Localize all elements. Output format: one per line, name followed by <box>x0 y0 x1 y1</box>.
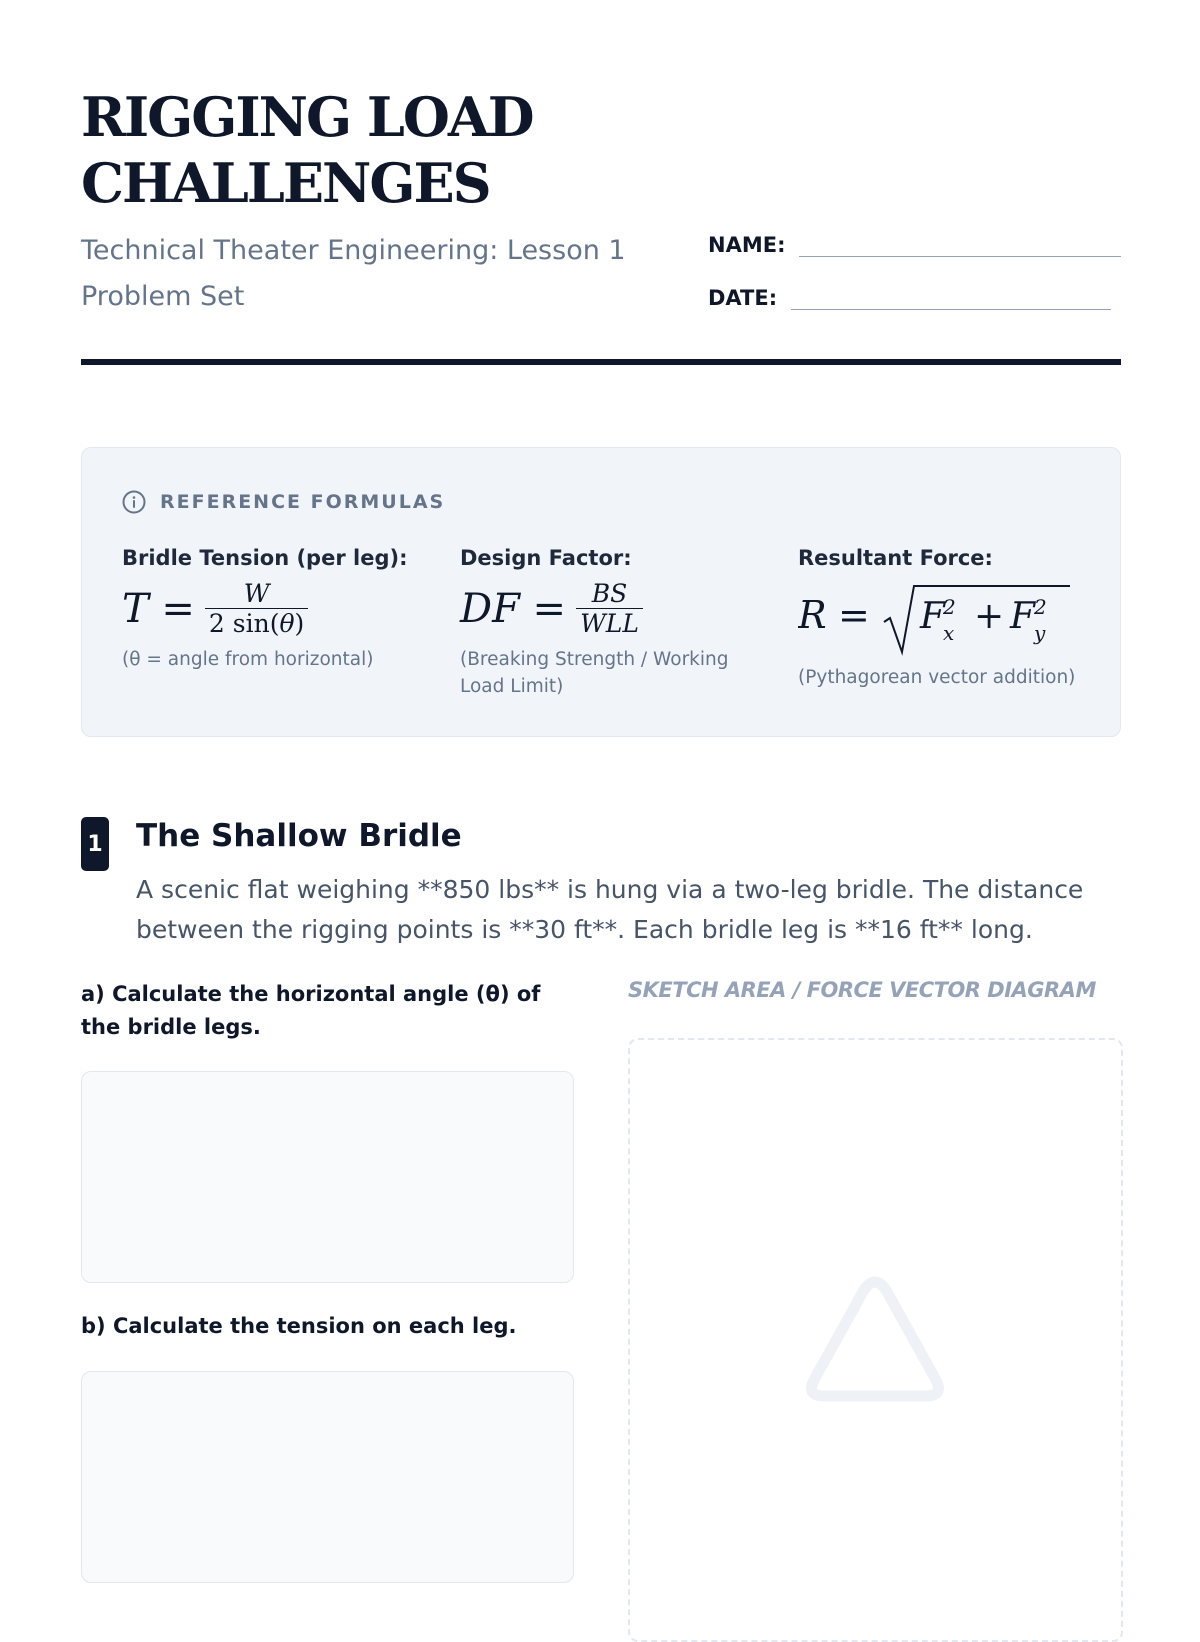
worksheet-title <box>81 84 641 216</box>
bridle-tension-equation: T = $\frac{W}{2 \sin(\theta)}$ <box>122 576 422 642</box>
resultant-force-formula-graphic <box>798 578 1078 658</box>
worksheet-subtitle <box>81 228 681 320</box>
name-field <box>708 228 1121 257</box>
formula-label: Bridle Tension (per leg): <box>122 546 408 570</box>
date-label: DATE: <box>708 286 778 310</box>
sketch-area-label: SKETCH AREA / FORCE VECTOR DIAGRAM <box>628 978 1096 1002</box>
reference-heading <box>122 490 445 514</box>
formula-label: Resultant Force: <box>798 546 993 570</box>
resultant-force-equation <box>798 576 1108 660</box>
formula-note: (θ = angle from horizontal) <box>122 649 374 670</box>
question-b: b) Calculate the tension on each leg. <box>81 1314 517 1338</box>
title-line-1: RIGGING LOAD <box>81 85 533 149</box>
problem-description: A scenic flat weighing **850 lbs** is hung via a two-leg bridle. The distance between the rigging points is **30 ft**. Each bridle leg is **16 ft** long. <box>136 875 1084 944</box>
title-line-2: CHALLENGES <box>81 151 490 215</box>
subtitle-line-2: Problem Set <box>81 281 245 312</box>
problem-title: The Shallow Bridle <box>136 818 462 854</box>
name-input-line[interactable] <box>799 228 1121 257</box>
answer-box-b[interactable] <box>81 1371 574 1583</box>
formula-resultant-force <box>798 546 1108 691</box>
formula-bridle-tension <box>122 546 422 673</box>
formula-label: Design Factor: <box>460 546 632 570</box>
problem-number-badge: 1 <box>81 817 109 871</box>
svg-text:F: F <box>1010 596 1035 637</box>
svg-text:2: 2 <box>1034 595 1047 619</box>
reference-formulas-panel <box>81 447 1121 737</box>
name-label: NAME: <box>708 233 786 257</box>
svg-text:+: + <box>974 596 1005 637</box>
question-a: a) Calculate the horizontal angle (θ) of the bridle legs. <box>81 982 541 1039</box>
reference-heading-text: REFERENCE FORMULAS <box>160 491 446 513</box>
svg-text:x: x <box>943 621 955 645</box>
header-divider <box>81 359 1121 365</box>
svg-text:y: y <box>1034 621 1046 645</box>
triangle-icon <box>800 1270 950 1410</box>
svg-text:F: F <box>920 596 945 637</box>
svg-text:2: 2 <box>943 595 956 619</box>
formula-note: (Breaking Strength / Working Load Limit) <box>460 649 729 697</box>
date-input-line[interactable] <box>791 281 1111 310</box>
design-factor-equation: DF = $\frac{BS}{\text{WLL}}$ <box>460 576 750 642</box>
info-icon <box>122 490 146 514</box>
sketch-area[interactable] <box>628 1038 1123 1642</box>
svg-text:=: = <box>838 593 870 637</box>
svg-text:R: R <box>798 593 827 637</box>
answer-box-a[interactable] <box>81 1071 574 1283</box>
subtitle-line-1: Technical Theater Engineering: Lesson 1 <box>81 235 626 266</box>
formula-note: (Pythagorean vector addition) <box>798 667 1076 688</box>
date-field <box>708 281 1111 310</box>
formula-design-factor <box>460 546 750 700</box>
